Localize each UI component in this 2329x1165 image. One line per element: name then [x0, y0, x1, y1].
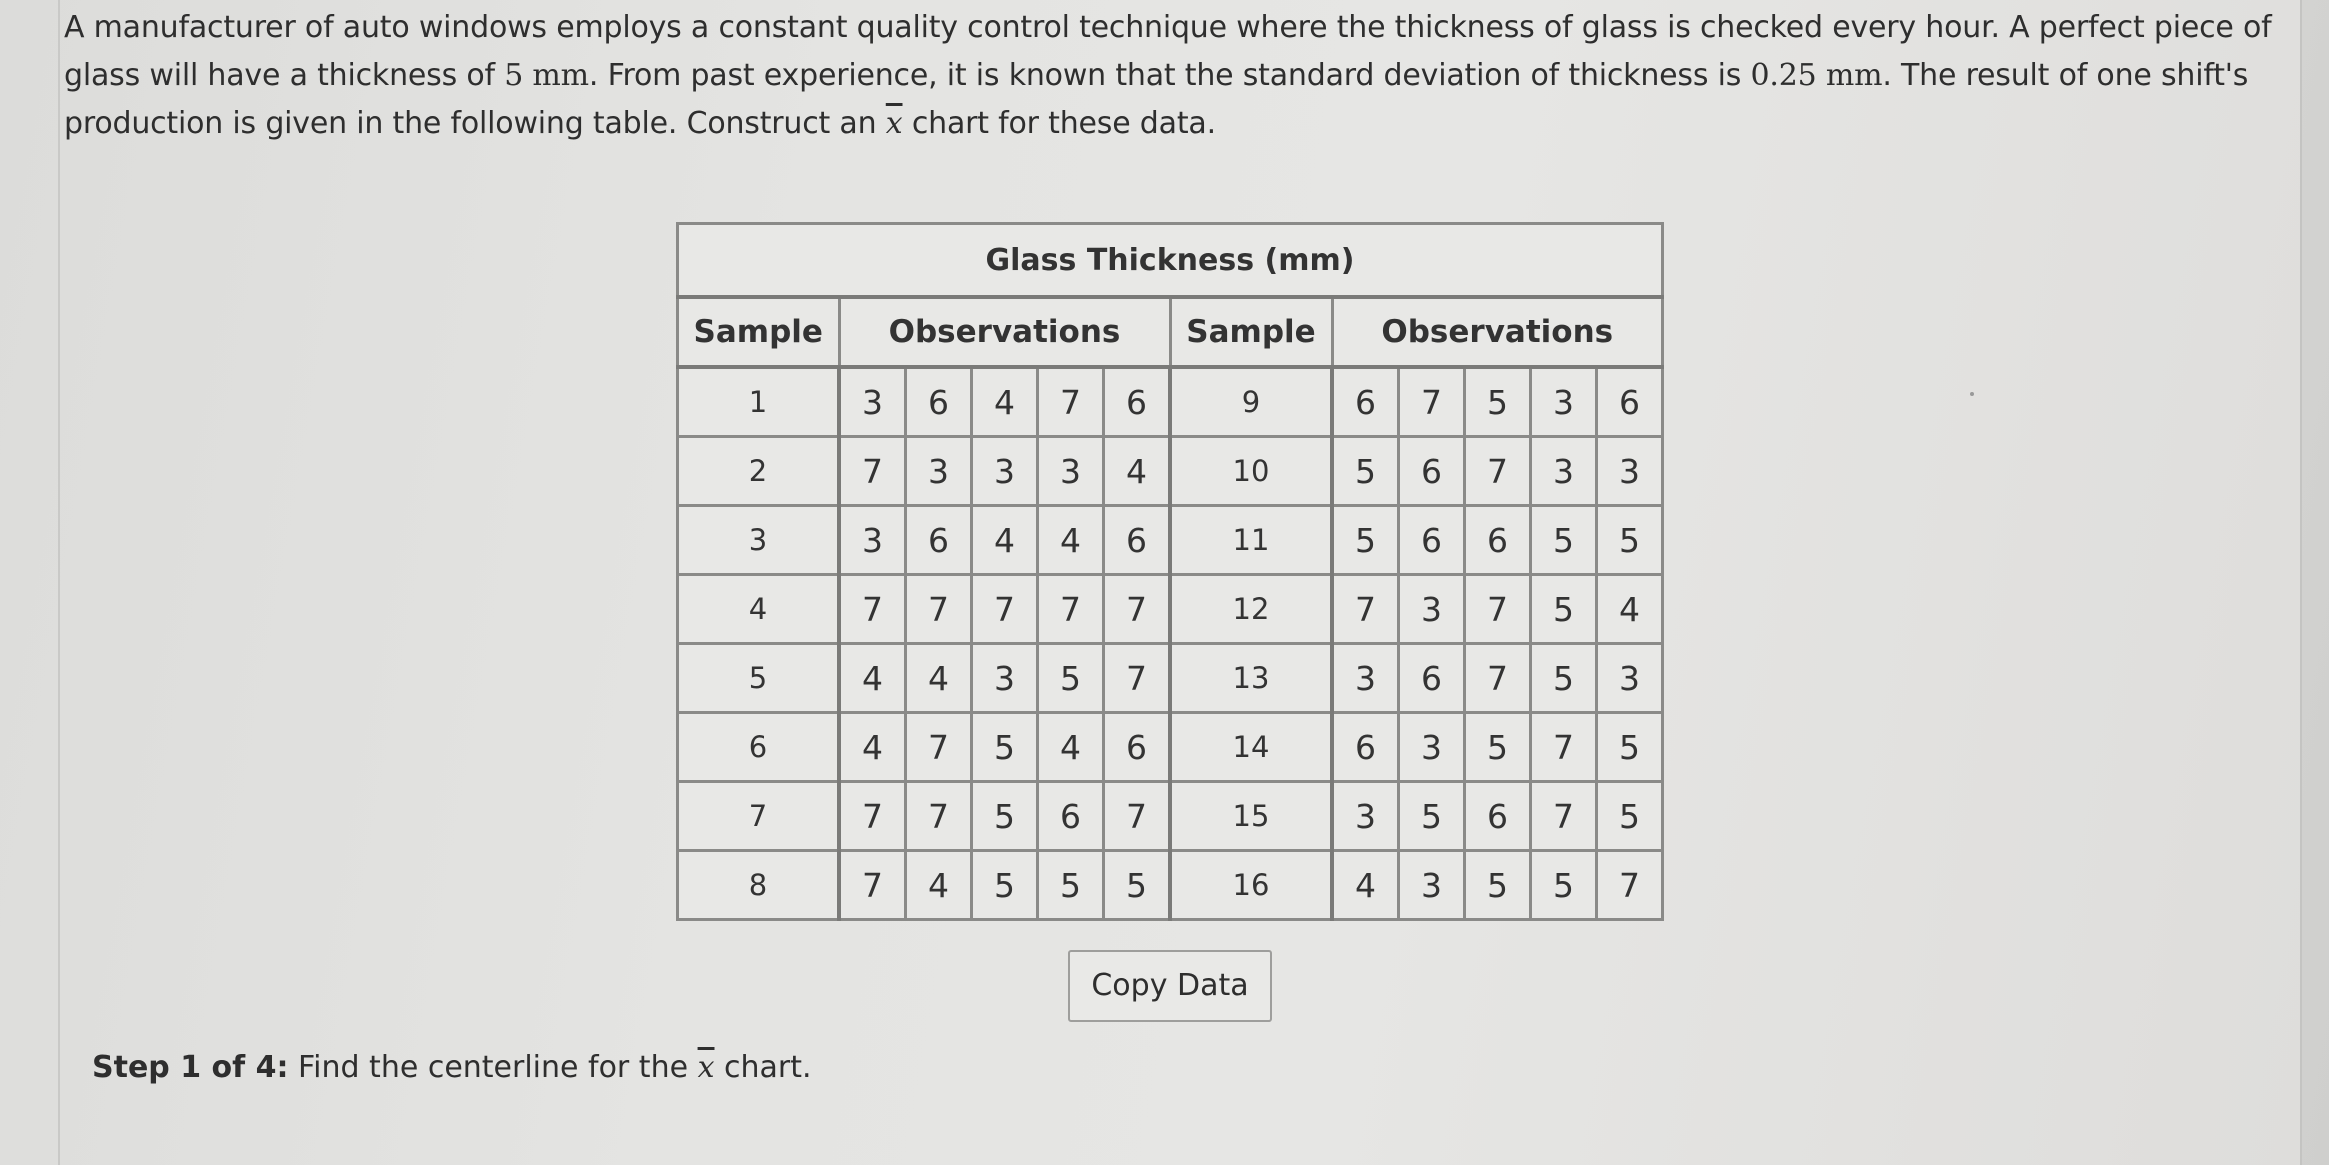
observation-cell: 7 — [1104, 782, 1171, 851]
observation-cell: 6 — [906, 506, 972, 575]
observation-cell: 6 — [1399, 506, 1465, 575]
observation-cell: 3 — [1038, 437, 1104, 506]
observation-cell: 5 — [972, 782, 1038, 851]
standard-deviation-value: 0.25 mm — [1750, 58, 1883, 93]
observation-cell: 3 — [972, 644, 1038, 713]
sample-number-cell: 5 — [678, 644, 840, 713]
observation-cell: 5 — [1531, 506, 1597, 575]
observation-cell: 6 — [1104, 506, 1171, 575]
question-part-2: . From past experience, it is known that the standard deviation of thickness is — [588, 58, 1751, 93]
observation-cell: 6 — [1332, 367, 1399, 437]
observation-cell: 5 — [1597, 506, 1663, 575]
xbar-symbol: $\overline{x}$ — [885, 106, 903, 141]
sample-number-cell: 13 — [1170, 644, 1332, 713]
observation-cell: 3 — [906, 437, 972, 506]
observation-cell: 7 — [839, 782, 906, 851]
observation-cell: 4 — [839, 713, 906, 782]
header-sample-left: Sample — [678, 297, 840, 367]
observation-cell: 4 — [972, 506, 1038, 575]
perfect-thickness-value: 5 mm — [504, 58, 589, 93]
observation-cell: 7 — [839, 575, 906, 644]
question-part-3: . The result of one shift's production is given in the following table. Construct an — [64, 58, 2249, 141]
step-label: Step 1 of 4: — [92, 1050, 289, 1085]
observation-cell: 5 — [1597, 713, 1663, 782]
header-observations-right: Observations — [1332, 297, 1663, 367]
sample-number-cell: 15 — [1170, 782, 1332, 851]
table-title: Glass Thickness (mm) — [678, 224, 1663, 298]
sample-number-cell: 6 — [678, 713, 840, 782]
observation-cell: 4 — [906, 851, 972, 920]
observation-cell: 5 — [1531, 851, 1597, 920]
observation-cell: 3 — [1399, 713, 1465, 782]
copy-data-button[interactable]: Copy Data — [1068, 950, 1272, 1022]
observation-cell: 5 — [1104, 851, 1171, 920]
observation-cell: 7 — [1038, 367, 1104, 437]
table-row — [678, 782, 1663, 851]
observation-cell: 4 — [1597, 575, 1663, 644]
observation-cell: 5 — [1465, 713, 1531, 782]
observation-cell: 4 — [1332, 851, 1399, 920]
observation-cell: 3 — [839, 367, 906, 437]
observation-cell: 7 — [1399, 367, 1465, 437]
observation-cell: 6 — [906, 367, 972, 437]
table-body — [678, 367, 1663, 920]
observation-cell: 6 — [1399, 437, 1465, 506]
sample-number-cell: 4 — [678, 575, 840, 644]
sample-number-cell: 10 — [1170, 437, 1332, 506]
question-part-4: chart for these data. — [902, 106, 1216, 141]
observation-cell: 7 — [972, 575, 1038, 644]
sample-number-cell: 8 — [678, 851, 840, 920]
observation-cell: 5 — [1038, 644, 1104, 713]
observation-cell: 7 — [1104, 575, 1171, 644]
sample-number-cell: 14 — [1170, 713, 1332, 782]
table-row — [678, 367, 1663, 437]
observation-cell: 5 — [972, 851, 1038, 920]
observation-cell: 4 — [972, 367, 1038, 437]
step-text-after: chart. — [714, 1050, 812, 1085]
sample-number-cell: 11 — [1170, 506, 1332, 575]
question-text — [64, 4, 2284, 148]
table-row — [678, 506, 1663, 575]
observation-cell: 4 — [1038, 506, 1104, 575]
observation-cell: 7 — [839, 851, 906, 920]
observation-cell: 6 — [1465, 506, 1531, 575]
observation-cell: 5 — [1531, 575, 1597, 644]
step-xbar-symbol: $\overline{x}$ — [697, 1050, 715, 1085]
background-speck — [1970, 392, 1974, 396]
header-observations-left: Observations — [839, 297, 1170, 367]
observation-cell: 7 — [906, 713, 972, 782]
observation-cell: 5 — [1332, 506, 1399, 575]
observation-cell: 7 — [906, 575, 972, 644]
observation-cell: 3 — [839, 506, 906, 575]
sample-number-cell: 2 — [678, 437, 840, 506]
step-text-before: Find the centerline for the — [288, 1050, 698, 1085]
table-row — [678, 851, 1663, 920]
observation-cell: 7 — [1332, 575, 1399, 644]
sample-number-cell: 3 — [678, 506, 840, 575]
observation-cell: 7 — [1038, 575, 1104, 644]
observation-cell: 5 — [972, 713, 1038, 782]
observation-cell: 5 — [1465, 851, 1531, 920]
observation-cell: 3 — [1531, 437, 1597, 506]
observation-cell: 7 — [906, 782, 972, 851]
observation-cell: 3 — [1332, 644, 1399, 713]
table-row — [678, 575, 1663, 644]
observation-cell: 3 — [972, 437, 1038, 506]
observation-cell: 3 — [1332, 782, 1399, 851]
observation-cell: 6 — [1399, 644, 1465, 713]
observation-cell: 3 — [1531, 367, 1597, 437]
observation-cell: 5 — [1038, 851, 1104, 920]
observation-cell: 5 — [1531, 644, 1597, 713]
sample-number-cell: 7 — [678, 782, 840, 851]
observation-cell: 6 — [1104, 713, 1171, 782]
table-row — [678, 644, 1663, 713]
sample-number-cell: 16 — [1170, 851, 1332, 920]
header-sample-right: Sample — [1170, 297, 1332, 367]
question-part-1: A manufacturer of auto windows employs a constant quality control technique where the thickness of glass is checked every hour. A perfect piece of glass will have a thickness of — [64, 10, 2272, 93]
glass-thickness-table-container — [676, 222, 1664, 921]
observation-cell: 7 — [1597, 851, 1663, 920]
observation-cell: 7 — [1465, 644, 1531, 713]
observation-cell: 7 — [1465, 437, 1531, 506]
observation-cell: 7 — [1104, 644, 1171, 713]
observation-cell: 4 — [839, 644, 906, 713]
observation-cell: 6 — [1465, 782, 1531, 851]
observation-cell: 4 — [1104, 437, 1171, 506]
observation-cell: 6 — [1332, 713, 1399, 782]
left-divider — [58, 0, 60, 1165]
observation-cell: 5 — [1332, 437, 1399, 506]
observation-cell: 7 — [1531, 713, 1597, 782]
observation-cell: 7 — [1465, 575, 1531, 644]
observation-cell: 3 — [1597, 437, 1663, 506]
observation-cell: 3 — [1399, 575, 1465, 644]
observation-cell: 7 — [839, 437, 906, 506]
observation-cell: 5 — [1597, 782, 1663, 851]
observation-cell: 6 — [1038, 782, 1104, 851]
observation-cell: 6 — [1597, 367, 1663, 437]
observation-cell: 6 — [1104, 367, 1171, 437]
glass-thickness-table — [676, 222, 1664, 921]
observation-cell: 4 — [906, 644, 972, 713]
table-row — [678, 713, 1663, 782]
sample-number-cell: 12 — [1170, 575, 1332, 644]
observation-cell: 7 — [1531, 782, 1597, 851]
observation-cell: 4 — [1038, 713, 1104, 782]
observation-cell: 5 — [1399, 782, 1465, 851]
observation-cell: 3 — [1399, 851, 1465, 920]
table-row — [678, 437, 1663, 506]
observation-cell: 5 — [1465, 367, 1531, 437]
sample-number-cell: 9 — [1170, 367, 1332, 437]
step-instruction — [92, 1046, 812, 1090]
observation-cell: 3 — [1597, 644, 1663, 713]
sample-number-cell: 1 — [678, 367, 840, 437]
